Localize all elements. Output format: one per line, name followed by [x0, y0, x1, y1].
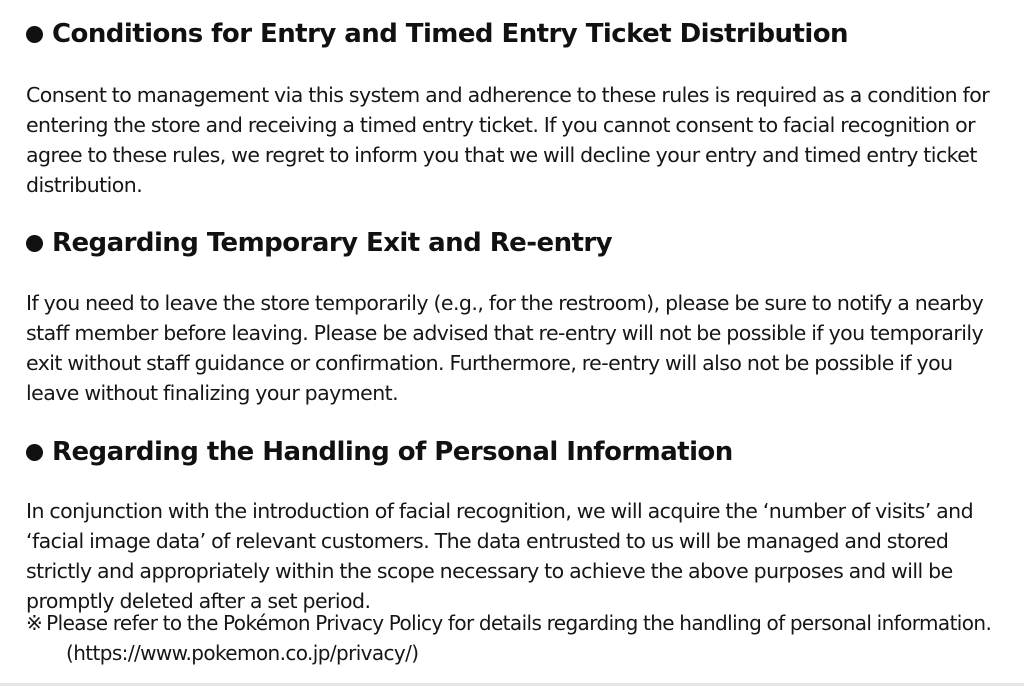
bullet-icon [26, 444, 43, 461]
section-heading [26, 227, 1006, 259]
section-body: In conjunction with the introduction of facial recognition, we will acquire the ‘number of visits’ and ‘facial image data’ of relevant customers. The data entrusted to us will be managed and stored strictly and appropriately within the scope necessary to achieve the above purposes and will be promptly deleted after a set period. [26, 499, 974, 613]
reference-mark-icon: ※ [26, 611, 43, 635]
note-line [26, 608, 1016, 638]
section-heading-text: Regarding Temporary Exit and Re-entry [52, 228, 613, 258]
section-entry-conditions [26, 18, 1006, 197]
bullet-icon [26, 26, 43, 43]
privacy-policy-note [26, 608, 1016, 668]
note-text: Please refer to the Pokémon Privacy Policy for details regarding the handling of personal information. [46, 611, 992, 635]
privacy-policy-url: (https://www.pokemon.co.jp/privacy/) [66, 641, 419, 665]
bullet-icon [26, 235, 43, 252]
section-body: If you need to leave the store temporarily (e.g., for the restroom), please be sure to notify a nearby staff member before leaving. Please be advised that re-entry will not be possible if you temporarily exit without staff guidance or confirmation. Furthermore, re-entry will also not be possible if you leave without finalizing your payment. [26, 291, 984, 405]
section-temporary-exit [26, 227, 1006, 405]
section-personal-information [26, 436, 1006, 613]
section-heading [26, 18, 1006, 50]
section-body: Consent to management via this system and adherence to these rules is required as a condition for entering the store and receiving a timed entry ticket. If you cannot consent to facial recognition or agree to these rules, we regret to inform you that we will decline your entry and timed entry ticket distribution. [26, 83, 990, 197]
section-heading-text: Regarding the Handling of Personal Information [52, 437, 733, 467]
section-heading-text: Conditions for Entry and Timed Entry Ticket Distribution [52, 19, 848, 49]
section-heading [26, 436, 1006, 468]
